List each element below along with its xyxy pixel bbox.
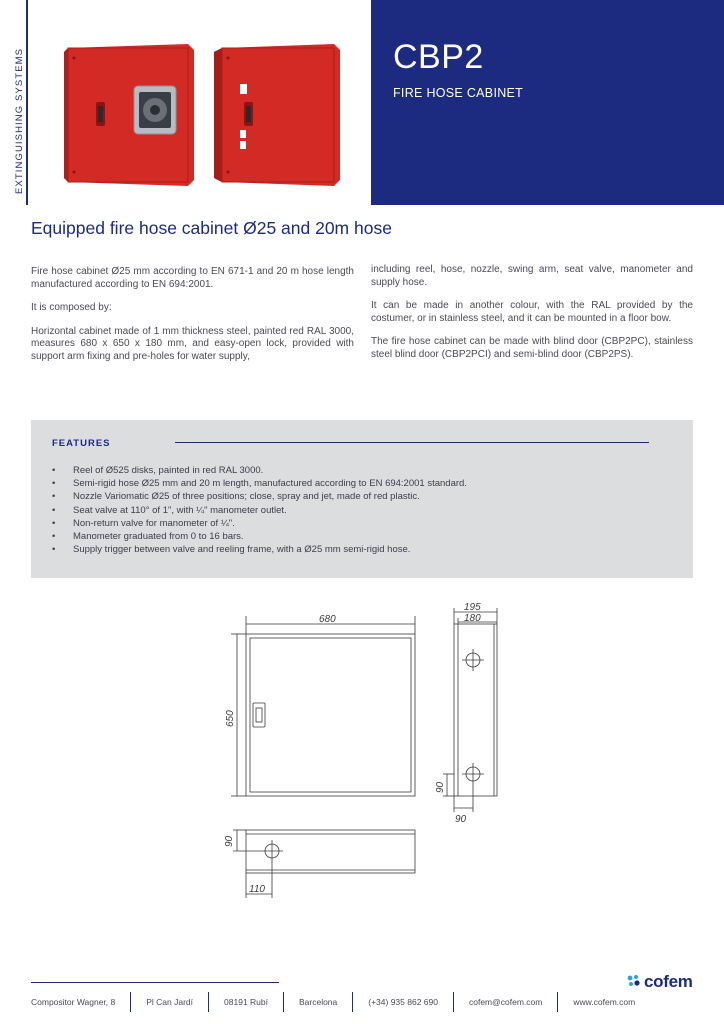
footer-email[interactable]: cofem@cofem.com	[453, 992, 557, 1012]
body-column-2	[371, 264, 693, 373]
bullet: •	[52, 517, 56, 529]
product-subtitle: FIRE HOSE CABINET	[393, 86, 524, 100]
dim-front-height: 650	[225, 710, 236, 727]
body-column-1	[31, 266, 354, 375]
feature-item	[52, 504, 467, 517]
feature-text: Supply trigger between valve and reeling frame, with a Ø25 mm semi-rigid hose.	[73, 544, 411, 556]
dim-side-outer: 195	[464, 602, 481, 613]
footer-rule	[31, 982, 279, 983]
cofem-logo-icon	[626, 974, 642, 990]
body-paragraph: It can be made in another colour, with the RAL provided by the costumer, or in stainless steel, and it can be mounted in a floor bow.	[371, 300, 693, 324]
feature-item	[52, 530, 467, 543]
feature-text: Reel of Ø525 disks, painted in red RAL 3000.	[73, 465, 264, 476]
bullet: •	[52, 504, 56, 516]
feature-text: Semi-rigid hose Ø25 mm and 20 m length, manufactured according to EN 694:2001 standard.	[73, 478, 467, 490]
dim-side-inner: 180	[464, 613, 481, 624]
footer	[31, 992, 650, 1012]
feature-item	[52, 517, 467, 530]
dim-side-offset-h: 90	[455, 814, 467, 825]
feature-item	[52, 464, 467, 477]
body-paragraph: including reel, hose, nozzle, swing arm, seat valve, manometer and supply hose.	[371, 264, 693, 288]
dim-top-offset-v: 90	[224, 835, 235, 847]
footer-province: Barcelona	[283, 992, 352, 1012]
product-code: CBP2	[393, 38, 484, 76]
bullet: •	[52, 478, 56, 490]
bullet: •	[52, 465, 56, 476]
body-paragraph: Fire hose cabinet Ø25 mm according to EN 671-1 and 20 m hose length manufactured according to EN 694:2001.	[31, 266, 354, 290]
technical-drawing	[215, 596, 515, 908]
feature-item	[52, 477, 467, 490]
feature-item	[52, 543, 467, 556]
features-box	[31, 420, 693, 578]
side-band-line	[26, 0, 28, 205]
cofem-logo	[626, 972, 693, 992]
footer-area: Pl Can Jardí	[130, 992, 208, 1012]
cabinet-photo-front	[62, 40, 197, 190]
footer-phone: (+34) 935 862 690	[352, 992, 453, 1012]
cabinet-photo-blind	[210, 40, 345, 190]
footer-address: Compositor Wagner, 8	[31, 997, 116, 1007]
side-label: EXTINGUISHING SYSTEMS	[14, 47, 25, 194]
body-paragraph: Horizontal cabinet made of 1 mm thickness steel, painted red RAL 3000, measures 680 x 650 x 180 mm, and easy-open lock, provided with support arm fixing and pre-holes for water supply,	[31, 325, 354, 362]
bullet: •	[52, 491, 56, 503]
logo-text: cofem	[644, 972, 693, 991]
body-paragraph: The fire hose cabinet can be made with blind door (CBP2PC), stainless steel blind door (CBP2PCI) and semi-blind door (CBP2PS).	[371, 336, 693, 360]
feature-text: Nozzle Variomatic Ø25 of three positions; close, spray and jet, made of red plastic.	[73, 491, 420, 503]
features-rule	[175, 442, 649, 443]
footer-postal-city: 08191 Rubí	[208, 992, 283, 1012]
page-title: Equipped fire hose cabinet Ø25 and 20m hose	[31, 218, 392, 238]
side-band	[0, 0, 28, 205]
dim-top-offset-h: 110	[249, 884, 265, 895]
bullet: •	[52, 531, 56, 543]
features-list	[52, 464, 467, 556]
footer-website[interactable]: www.cofem.com	[557, 992, 650, 1012]
features-heading: FEATURES	[52, 438, 111, 449]
feature-text: Manometer graduated from 0 to 16 bars.	[73, 531, 244, 543]
dim-front-width: 680	[319, 614, 336, 625]
dim-side-offset-v: 90	[435, 781, 446, 793]
header-panel	[371, 0, 724, 205]
feature-text: Seat valve at 110° of 1", with ¼" manometer outlet.	[73, 504, 287, 516]
feature-item	[52, 490, 467, 503]
bullet: •	[52, 544, 56, 556]
feature-text: Non-return valve for manometer of ¼".	[73, 517, 235, 529]
body-paragraph: It is composed by:	[31, 302, 112, 314]
